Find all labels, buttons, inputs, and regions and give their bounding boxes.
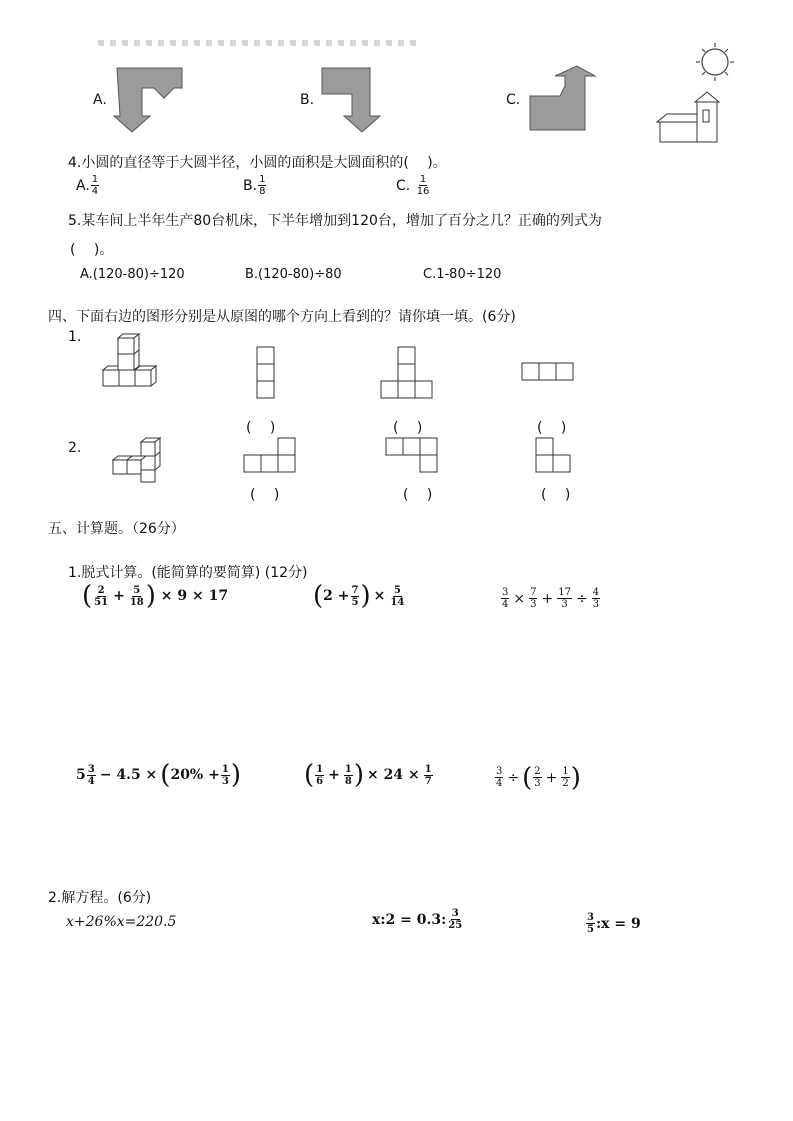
q5-option-b: B.(120-80)÷80 xyxy=(245,267,342,282)
equation-1: x+26%x=220.5 xyxy=(66,914,177,930)
q4-option-c-fraction: $\frac{1}{16}$ xyxy=(416,174,430,197)
item2-view-1 xyxy=(243,437,299,477)
item1-view-3-blank[interactable]: ( ) xyxy=(537,420,567,436)
q5-question-line2: ( )。 xyxy=(70,242,114,258)
expression-1: ( $\frac{2}{51}$ + $\frac{5}{18}$ ) × 9 × 17 xyxy=(82,581,229,611)
house-with-sun-picture xyxy=(655,40,741,145)
section4-item2-number: 2. xyxy=(68,440,82,456)
section5-sub2-title: 2.解方程。(6分) xyxy=(48,890,152,906)
q4-option-b-prefix: B. xyxy=(243,177,258,194)
item2-view-1-blank[interactable]: ( ) xyxy=(250,487,280,503)
q5-question-line1: 5.某车间上半年生产80台机床，下半年增加到120台，增加了百分之几？正确的列式为 xyxy=(68,213,602,229)
q5-option-a: A.(120-80)÷120 xyxy=(80,267,185,282)
item2-view-3-blank[interactable]: ( ) xyxy=(541,487,571,503)
scan-artifact xyxy=(98,40,418,46)
item2-view-2-blank[interactable]: ( ) xyxy=(403,487,433,503)
item1-view-2-blank[interactable]: ( ) xyxy=(393,420,423,436)
q4-option-a-fraction: $\frac{1}{4}$ xyxy=(91,174,99,197)
item1-view-3 xyxy=(521,362,577,384)
q4-option-a xyxy=(76,174,100,197)
section4-item1-number: 1. xyxy=(68,329,82,345)
q3-option-b-label: B. xyxy=(300,92,315,108)
equation-3: $\frac{3}{5}$ :x = 9 xyxy=(587,912,641,935)
q3-option-b-figure xyxy=(320,66,390,134)
item2-view-2 xyxy=(385,437,441,477)
q3-option-c-label: C. xyxy=(506,92,521,108)
q3-option-c-figure xyxy=(525,64,600,132)
expression-6: $\frac{3}{4}$ ÷ ( $\frac{2}{3}$ + $\frac{1}{2}$ ) xyxy=(496,762,581,793)
item1-view-2 xyxy=(380,346,436,402)
item1-view-1-blank[interactable]: ( ) xyxy=(246,420,276,436)
q4-question: 4.小圆的直径等于大圆半径，小圆的面积是大圆面积的( )。 xyxy=(68,155,447,171)
expression-3: $\frac{3}{4}$ × $\frac{7}{3}$ + $\frac{17}{3}$ ÷ $\frac{4}{3}$ xyxy=(502,587,600,610)
q4-option-a-prefix: A. xyxy=(76,177,90,194)
item2-cube-figure xyxy=(111,440,163,484)
section5-sub1-title: 1.脱式计算。(能简算的要简算) (12分) xyxy=(68,565,308,581)
item1-cube-figure xyxy=(103,336,159,388)
q4-option-c xyxy=(396,174,431,197)
section5-title: 五、计算题。（26分） xyxy=(48,521,185,537)
q4-option-b xyxy=(243,174,267,197)
expression-4: 5 $\frac{3}{4}$ − 4.5 × ( 20% + $\frac{1}{3}$ ) xyxy=(76,760,241,790)
q4-option-b-fraction: $\frac{1}{8}$ xyxy=(259,174,266,197)
item1-view-1 xyxy=(256,346,276,402)
item2-view-3 xyxy=(535,437,575,477)
section4-title: 四、下面右边的图形分别是从原图的哪个方向上看到的？请你填一填。(6分) xyxy=(48,309,516,325)
expression-2: ( 2 + $\frac{7}{5}$ ) × $\frac{5}{14}$ xyxy=(313,581,405,611)
q4-option-c-prefix: C. xyxy=(396,177,411,194)
expression-5: ( $\frac{1}{6}$ + $\frac{1}{8}$ ) × 24 × $\frac{1}{7}$ xyxy=(304,760,432,790)
equation-2: x:2 = 0.3: $\frac{3}{25}$ xyxy=(372,908,463,931)
q3-option-a-figure xyxy=(112,66,187,134)
q3-option-a-label: A. xyxy=(93,92,107,108)
q5-option-c: C.1-80÷120 xyxy=(423,267,502,282)
